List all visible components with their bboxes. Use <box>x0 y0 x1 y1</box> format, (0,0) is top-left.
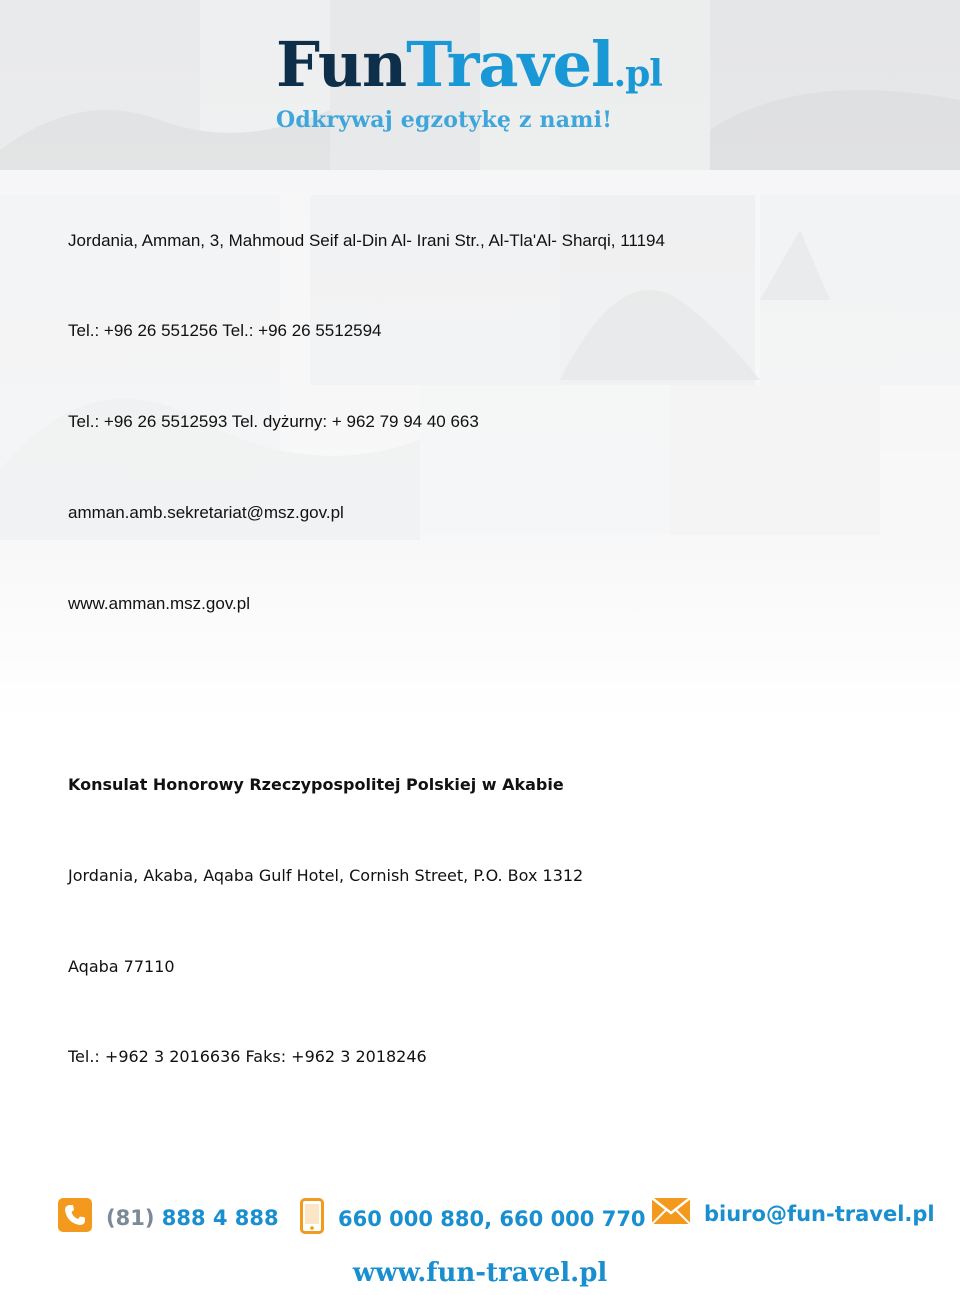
footer-phone-prefix: (81) <box>106 1205 155 1230</box>
embassy-email[interactable]: amman.amb.sekretariat@msz.gov.pl <box>68 503 344 522</box>
footer-website[interactable]: www.fun-travel.pl <box>352 1258 608 1288</box>
footer-phone-number: 888 4 888 <box>161 1205 279 1230</box>
consulate-title: Konsulat Honorowy Rzeczypospolitej Polskiej w Akabie <box>68 775 564 794</box>
funtravel-logo[interactable] <box>276 30 662 133</box>
footer-email[interactable] <box>652 1198 935 1229</box>
consulate-phones: Tel.: +962 3 2016636 Faks: +962 3 2018246 <box>68 1047 427 1066</box>
footer-email-address: biuro@fun-travel.pl <box>704 1201 935 1226</box>
mobile-phone-icon <box>300 1198 324 1239</box>
logo-tld: .pl <box>613 53 662 95</box>
footer-mobiles: 660 000 880, 660 000 770 <box>338 1206 646 1231</box>
logo-fun: Fun <box>276 28 407 101</box>
footer-phone[interactable] <box>58 1198 279 1237</box>
consulate-city: Aqaba 77110 <box>68 957 175 976</box>
footer <box>0 1190 960 1295</box>
embassy-address: Jordania, Amman, 3, Mahmoud Seif al-Din Al- Irani Str., Al-Tla'Al- Sharqi, 11194 <box>68 231 665 250</box>
embassy-phones-1: Tel.: +96 26 551256 Tel.: +96 26 5512594 <box>68 321 382 340</box>
logo-tagline: Odkrywaj egzotykę z nami! <box>276 107 613 133</box>
logo-travel: Travel <box>406 28 614 101</box>
envelope-icon <box>652 1198 690 1229</box>
footer-mobile[interactable] <box>300 1198 646 1239</box>
embassy-phones-2: Tel.: +96 26 5512593 Tel. dyżurny: + 962 79 94 40 663 <box>68 412 479 431</box>
embassy-website[interactable]: www.amman.msz.gov.pl <box>68 594 251 613</box>
phone-icon <box>58 1198 92 1237</box>
consulate-address: Jordania, Akaba, Aqaba Gulf Hotel, Cornish Street, P.O. Box 1312 <box>68 866 584 885</box>
logo-wordmark <box>276 30 662 109</box>
